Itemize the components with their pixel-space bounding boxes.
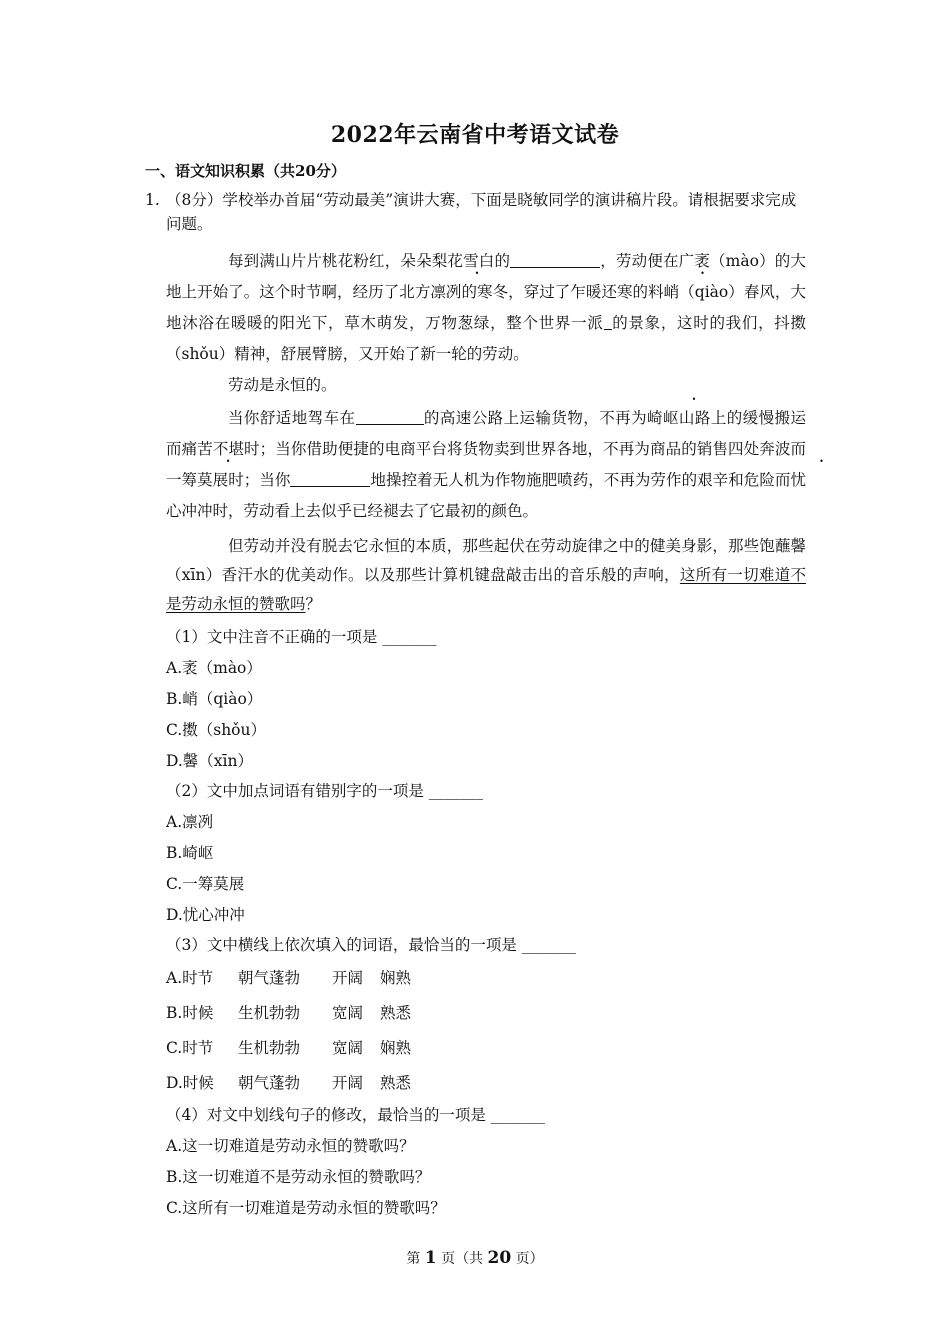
passage-text: 的高速公路上运输货物，不再为 bbox=[423, 409, 648, 427]
passage-text: 时；当你 bbox=[228, 471, 291, 489]
passage-paragraph-3 bbox=[166, 403, 806, 527]
option-label: A.时节 bbox=[166, 969, 214, 987]
passage-paragraph-1 bbox=[166, 246, 806, 370]
option-b: B.崎岖 bbox=[166, 844, 214, 862]
passage-text: 的景象，这时的我们，抖擞（shǒu）精神，舒展臂膀，又开始了新一轮的劳动。 bbox=[166, 314, 806, 363]
section-heading: 一、语文知识积累（共20分） bbox=[145, 162, 346, 180]
subquestion-3-stem: （3）文中横线上依次填入的词语，最恰当的一项是 _______ bbox=[166, 936, 577, 954]
passage-text: 但劳动并没有脱去它永恒的本质，那些起伏在劳动旋律之中的健美身影，那些饱蘸馨（xīn）香汗水的优美动作。以及那些计算机键盘敲击出的音乐般的声响， bbox=[166, 537, 806, 584]
subquestion-2-stem: （2）文中加点词语有错别字的一项是 _______ bbox=[166, 782, 484, 800]
subquestion-1-stem: （1）文中注音不正确的一项是 _______ bbox=[166, 628, 437, 646]
fill-blank bbox=[290, 470, 370, 487]
dotted-word-text: 一筹莫展 bbox=[166, 471, 229, 489]
option-label: C.时节 bbox=[166, 1039, 214, 1057]
fill-blank bbox=[510, 251, 600, 268]
dotted-word-text: 峭 bbox=[663, 283, 680, 301]
option-label: B.时候 bbox=[166, 1004, 214, 1022]
page-footer bbox=[0, 1248, 950, 1268]
option-word: 熟悉 bbox=[380, 1004, 412, 1022]
option-word: 朝气蓬勃 bbox=[238, 1074, 301, 1092]
subquestion-4-stem: （4）对文中划线句子的修改，最恰当的一项是 _______ bbox=[166, 1106, 546, 1124]
option-d: D.馨（xīn） bbox=[166, 752, 253, 770]
passage-text: 的寒冬，穿过了乍暖还寒的料 bbox=[461, 283, 664, 301]
question-text: （8分）学校举办首届“劳动最美”演讲大赛，下面是晓敏同学的演讲稿片段。请根据要求完成问题。 bbox=[166, 191, 797, 233]
option-word: 朝气蓬勃 bbox=[238, 969, 301, 987]
option-c bbox=[166, 1036, 411, 1058]
page-title: 2022年云南省中考语文试卷 bbox=[330, 122, 620, 148]
passage-text: 地操控着无人机为作物施肥喷药，不再为劳作的艰辛和危险而 bbox=[370, 471, 791, 489]
passage-text: 当你舒适地驾车在 bbox=[228, 409, 356, 427]
dotted-word-text: 崎岖 bbox=[647, 409, 679, 427]
option-c: C.一筹莫展 bbox=[166, 875, 245, 893]
dotted-word-text: 忧心冲冲 bbox=[166, 471, 806, 520]
fill-blank bbox=[356, 408, 424, 425]
option-word: 开阔 bbox=[332, 969, 364, 987]
option-word: 宽阔 bbox=[332, 1039, 364, 1057]
option-word: 娴熟 bbox=[380, 1039, 412, 1057]
option-b bbox=[166, 1001, 411, 1023]
option-a bbox=[166, 966, 411, 988]
dotted-word bbox=[647, 409, 679, 427]
passage-text: ，劳动便在广袤（mào）的大地上开始了。这个时节啊，经历了北方 bbox=[166, 252, 806, 301]
passage-text: ？ bbox=[305, 595, 322, 613]
footer-text: 页（共 bbox=[441, 1251, 484, 1267]
dotted-word bbox=[664, 283, 680, 301]
option-a: A.凛冽 bbox=[166, 813, 214, 831]
option-b: B.峭（qiào） bbox=[166, 690, 263, 708]
question-1-stem bbox=[145, 188, 810, 236]
option-c: C.擞（shǒu） bbox=[166, 721, 266, 739]
fill-blank bbox=[604, 313, 612, 330]
option-c: C.这所有一切难道是劳动永恒的赞歌吗？ bbox=[166, 1199, 446, 1217]
footer-text: 页） bbox=[515, 1251, 544, 1267]
page-total: 20 bbox=[487, 1248, 512, 1268]
option-b: B.这一切难道不是劳动永恒的赞歌吗？ bbox=[166, 1168, 431, 1186]
underlined-sentence: 这所有一切难道不是劳动永恒的赞歌吗 bbox=[166, 566, 806, 613]
page-number: 1 bbox=[424, 1248, 437, 1268]
option-d bbox=[166, 1071, 411, 1093]
option-d: D.忧心冲冲 bbox=[166, 906, 245, 924]
passage-text: 时，劳动看上去似乎已经褪去了它最初的颜色。 bbox=[212, 502, 539, 520]
passage-text: 每到满山片片桃花粉红，朵朵梨花雪白的 bbox=[228, 252, 511, 270]
dotted-word bbox=[166, 471, 228, 489]
option-word: 娴熟 bbox=[380, 969, 412, 987]
passage-paragraph-2: 劳动是永恒的。 bbox=[228, 376, 337, 394]
question-number: 1. bbox=[145, 191, 160, 209]
option-a: A.这一切难道是劳动永恒的赞歌吗？ bbox=[166, 1137, 415, 1155]
option-word: 宽阔 bbox=[332, 1004, 364, 1022]
dotted-word-text: 凛冽 bbox=[430, 283, 462, 301]
option-word: 生机勃勃 bbox=[238, 1004, 301, 1022]
passage-text: （qiào）春风，大地沐浴在暖暖的阳光下，草木萌发，万物葱绿，整个世界一派 bbox=[166, 283, 806, 332]
option-word: 熟悉 bbox=[380, 1074, 412, 1092]
dotted-word bbox=[430, 283, 461, 301]
option-word: 生机勃勃 bbox=[238, 1039, 301, 1057]
footer-text: 第 bbox=[406, 1251, 421, 1267]
option-label: D.时候 bbox=[166, 1074, 214, 1092]
option-word: 开阔 bbox=[332, 1074, 364, 1092]
option-a: A.袤（mào） bbox=[166, 659, 262, 677]
passage-paragraph-4 bbox=[166, 532, 806, 619]
passage-text: 山路上的缓慢搬运而痛苦不堪时；当你借助便捷的电商平台将货物卖到世界各地，不再为商品的销售四处奔波而 bbox=[166, 409, 806, 458]
